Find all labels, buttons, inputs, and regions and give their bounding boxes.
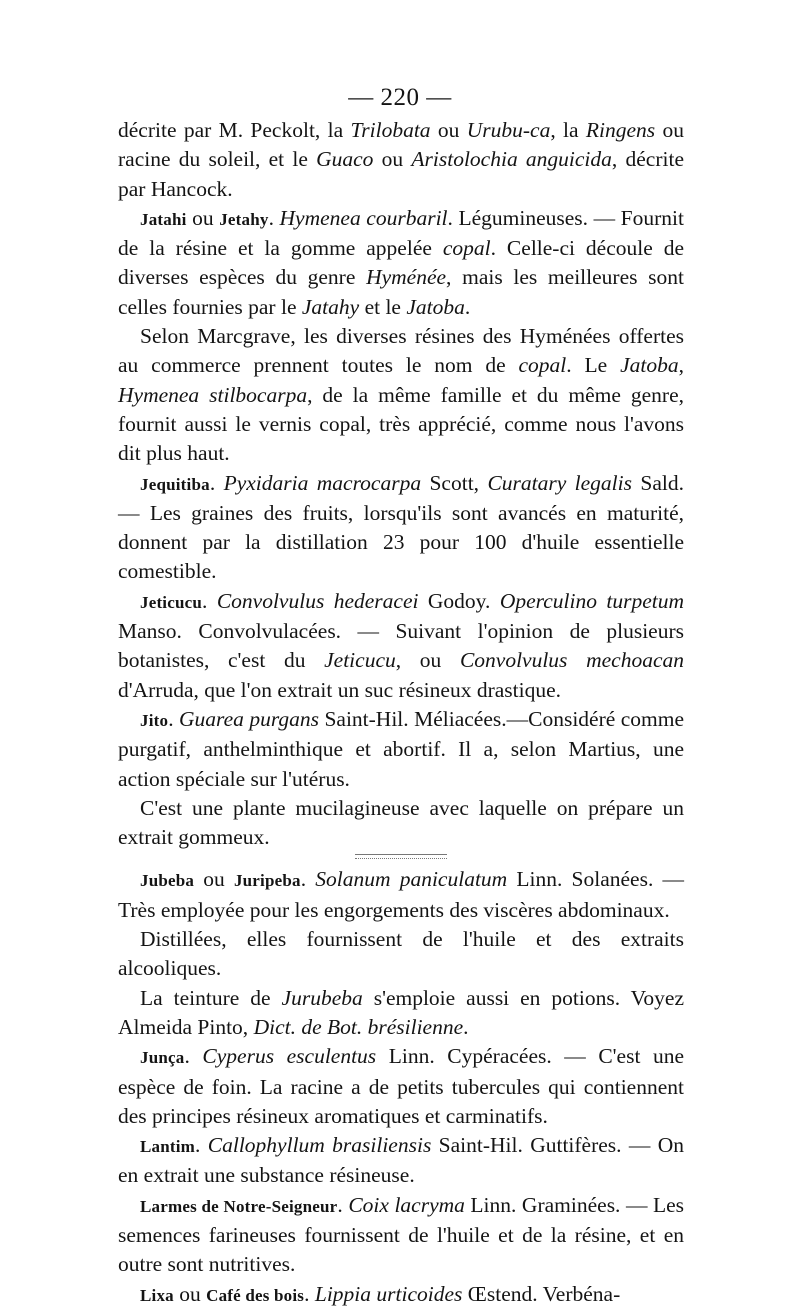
paragraph-teinture bbox=[118, 984, 684, 1043]
entry-headword: Juripeba bbox=[233, 871, 301, 891]
text-run: ou bbox=[373, 147, 412, 172]
text-run: Godoy. bbox=[418, 588, 500, 613]
text-run: ou bbox=[194, 867, 234, 892]
text-run: ou racine du soleil, et le bbox=[118, 118, 685, 172]
text-run: Linn. Cypéracées. — C'est une espèce de foin. La racine a de petits tubercules qui contiennent des principes résineux aromatiques et carminatifs. bbox=[118, 1044, 685, 1128]
text-run: , décrite par Hancock. bbox=[118, 147, 684, 201]
species-name: Jeticucu bbox=[324, 648, 396, 673]
paragraph-distillees: Distillées, elles fournissent de l'huile et des extraits alcooliques. bbox=[118, 927, 684, 981]
text-run: La teinture de bbox=[140, 985, 282, 1010]
text-run: ou bbox=[430, 118, 467, 142]
entry-lixa bbox=[118, 1280, 684, 1310]
entry-jatahy bbox=[118, 204, 684, 322]
species-name: copal bbox=[518, 353, 567, 378]
entry-headword: Jeticucu bbox=[140, 592, 203, 612]
text-run: , bbox=[678, 353, 684, 378]
species-name: Jatahy bbox=[301, 294, 360, 319]
section-separator bbox=[355, 854, 447, 859]
entry-headword: Jequitiba bbox=[140, 474, 210, 494]
paragraph-mucilage: C'est une plante mucilagineuse avec laquelle on prépare un extrait gommeux. bbox=[118, 795, 684, 850]
entry-headword: Jatahi bbox=[140, 209, 187, 229]
species-name: Convolvulus hederacei bbox=[216, 588, 419, 613]
text-run: , de la même famille et du même genre, fournit aussi le vernis copal, très apprécié, comme nous l'avons dit plus haut. bbox=[118, 382, 684, 466]
entry-headword: Lixa bbox=[140, 1285, 174, 1305]
species-name: copal bbox=[442, 236, 491, 261]
text-run: ou bbox=[186, 205, 220, 230]
text-run: . bbox=[268, 205, 280, 230]
text-run: , ou bbox=[395, 648, 460, 673]
entry-headword: Jetahy bbox=[219, 209, 269, 229]
entry-headword: Jubeba bbox=[140, 871, 195, 891]
page-number: — 220 — bbox=[348, 84, 452, 111]
species-name: Urubu-ca bbox=[466, 118, 551, 142]
text-run: . bbox=[184, 1044, 203, 1069]
species-name: Pyxidaria macrocarpa bbox=[223, 470, 422, 495]
text-run: . Légumineuses. — Fournit de la résine et la gomme appelée bbox=[118, 205, 684, 261]
entry-jubeba bbox=[118, 865, 684, 925]
species-name: Jurubeba bbox=[281, 985, 363, 1010]
text-run: , la bbox=[550, 118, 586, 142]
entry-junca bbox=[118, 1042, 684, 1131]
entry-jequitiba bbox=[118, 469, 684, 587]
text-run: . bbox=[304, 1281, 315, 1306]
text-run: , mais les meilleures sont celles fournies par le bbox=[118, 265, 684, 319]
paragraph-marcgrave bbox=[118, 322, 684, 468]
entry-headword: Lantim bbox=[140, 1137, 196, 1157]
text-run: . bbox=[209, 470, 224, 495]
entry-jito bbox=[118, 705, 684, 794]
species-name: Trilobata bbox=[350, 118, 431, 142]
page-body bbox=[118, 116, 684, 1310]
species-name: Curatary legalis bbox=[487, 470, 632, 495]
species-name: Lippia urticoides bbox=[314, 1281, 463, 1306]
species-name: Aristolochia anguicida bbox=[411, 147, 612, 172]
text-run: décrite par M. Peckolt, la bbox=[118, 118, 351, 142]
species-name: Ringens bbox=[585, 118, 656, 142]
text-run: d'Arruda, que l'on extrait un suc résineux drastique. bbox=[118, 677, 561, 702]
species-name: Hymenea stilbocarpa bbox=[118, 382, 308, 407]
entry-lantim bbox=[118, 1131, 684, 1191]
text-run: et le bbox=[359, 294, 407, 319]
text-run: Linn. Graminées. — Les semences farineuses fournissent de l'huile et de la résine, et en outre sont nutritives. bbox=[118, 1192, 685, 1277]
species-name: Guaco bbox=[316, 147, 374, 172]
text-run: . bbox=[168, 706, 179, 731]
entry-headword: Jito bbox=[140, 710, 169, 730]
species-name: Callophyllum brasiliensis bbox=[207, 1133, 432, 1158]
text-run: Saint-Hil. Méliacées.—Considéré comme purgatif, anthelminthique et abortif. Il a, selon Martius, une action spéciale sur l'utérus. bbox=[118, 706, 685, 791]
text-run: s'emploie aussi en potions. Voyez Almeida Pinto, bbox=[118, 985, 684, 1039]
entry-headword: Junça bbox=[140, 1048, 185, 1068]
text-run: Saint-Hil. Guttifères. — On en extrait une substance résineuse. bbox=[118, 1133, 684, 1188]
text-run: Selon Marcgrave, les diverses résines des Hyménées offertes au commerce prennent toutes le nom de bbox=[118, 324, 684, 378]
text-run: . Celle-ci découle de diverses espèces du genre bbox=[118, 236, 684, 290]
species-name: Coix lacryma bbox=[348, 1192, 465, 1217]
entry-headword: Café des bois bbox=[206, 1285, 305, 1305]
text-run: . bbox=[300, 867, 316, 892]
text-run: . bbox=[337, 1192, 349, 1217]
species-name: Hymenea courbaril bbox=[279, 205, 448, 230]
entry-larmes bbox=[118, 1191, 684, 1280]
reference-title: Dict. de Bot. brésilienne bbox=[253, 1014, 464, 1039]
text-run: Œstend. Verbéna- bbox=[462, 1281, 621, 1306]
text-run: . Le bbox=[566, 353, 621, 378]
entry-headword: Larmes de Notre-Seigneur bbox=[140, 1196, 338, 1216]
text-run: . bbox=[463, 1014, 469, 1039]
text-run: ou bbox=[173, 1281, 207, 1306]
species-name: Convolvulus mechoacan bbox=[459, 648, 684, 673]
species-name: Operculino turpetum bbox=[499, 588, 684, 613]
text-run: . bbox=[202, 588, 217, 613]
text-run: . bbox=[195, 1133, 208, 1158]
species-name: Jatoba bbox=[620, 353, 679, 378]
species-name: Solanum paniculatum bbox=[315, 867, 508, 892]
species-name: Hyménée bbox=[366, 265, 447, 290]
entry-jeticucu bbox=[118, 587, 684, 705]
text-run: Scott, bbox=[421, 470, 488, 495]
text-run: Manso. Convolvulacées. — Suivant l'opinion de plusieurs botanistes, c'est du bbox=[118, 619, 684, 673]
text-run: Sald. — Les graines des fruits, lorsqu'ils sont avancés en maturité, donnent par la distillation 23 pour 100 d'huile essentielle comestible. bbox=[118, 470, 684, 584]
paragraph-intro bbox=[118, 116, 684, 204]
species-name: Cyperus esculentus bbox=[202, 1044, 377, 1069]
species-name: Jatoba bbox=[406, 294, 465, 319]
species-name: Guarea purgans bbox=[179, 706, 320, 731]
text-run: Linn. Solanées. — Très employée pour les engorgements des viscères abdominaux. bbox=[118, 867, 684, 922]
text-run: . bbox=[464, 294, 471, 319]
